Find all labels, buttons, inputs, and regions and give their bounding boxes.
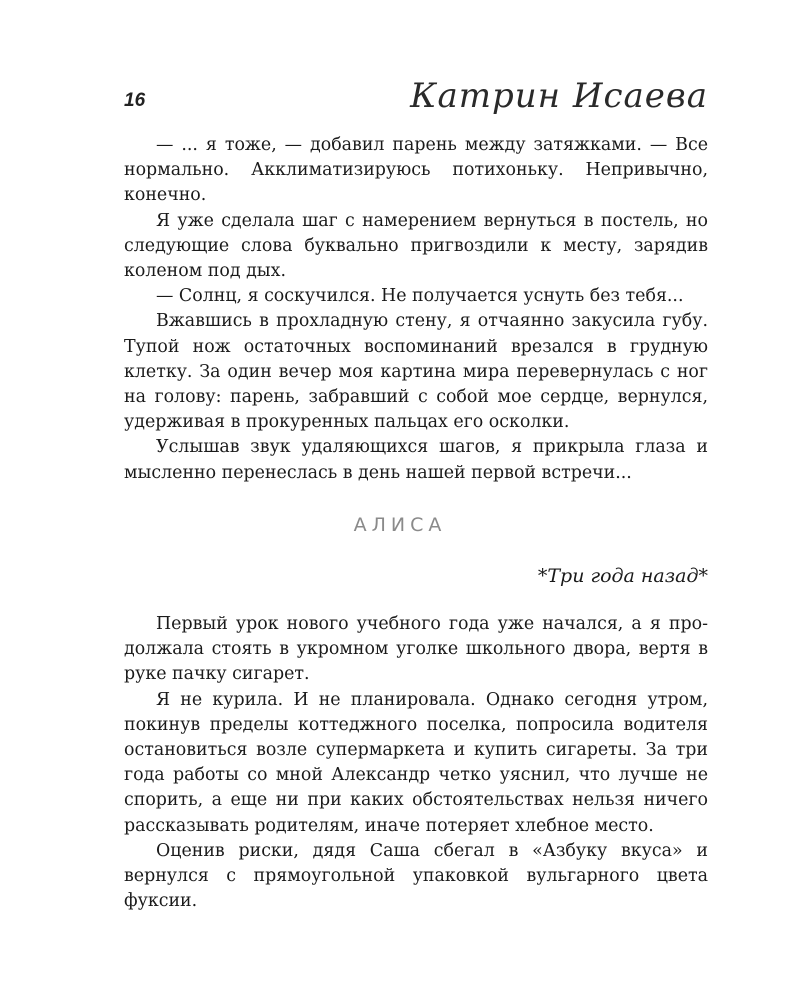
paragraph: Услышав звук удаляющихся шагов, я прикрыла глаза и мысленно перенеслась в день нашей первой встречи...: [124, 437, 708, 483]
chapter-heading: АЛИСА: [353, 514, 447, 536]
paragraph: Я уже сделала шаг с намерением вернуться в постель, но следующие слова буквально пригвоздили к месту, зарядив коленом под дых.: [124, 210, 708, 282]
text-block-before-chapter: [124, 133, 708, 486]
page-number: 16: [124, 90, 146, 111]
paragraph: Вжавшись в прохладную стену, я отчаянно закусила губу. Тупой нож остаточных воспоминаний врезался в грудную клетку. За один вечер моя картина мира перевернулась с ног на голову: парень, забравший с собой мое сердце, вернулся, удерживая в прокуренных пальцах его осколки.: [124, 311, 708, 433]
paragraph: Оценив риски, дядя Саша сбегал в «Азбуку вкуса» и вернулся с прямоугольной упаковкой вульгарного цвета фуксии.: [124, 840, 708, 912]
paragraph: — ... я тоже, — добавил парень между затяжками. — Все нормально. Акклиматизируюсь потихоньку. Непривычно, конечно.: [124, 135, 708, 206]
paragraph: Я не курила. И не планировала. Однако сегодня утром, покинув пределы коттеджного поселка, попросила водителя остановиться возле супермаркета и купить сигареты. За три года работы со мной Александр четко уяснил, что лучше не спорить, а еще ни при каких обстоятельствах нельзя ничего рассказывать родителям, иначе потеряет хлебное место.: [124, 689, 708, 836]
text-block-chapter: [124, 612, 708, 914]
paragraph: — Солнц, я соскучился. Не получается уснуть без тебя...: [156, 286, 684, 307]
chapter-epigraph: *Три года назад*: [537, 565, 708, 587]
paragraph: Первый урок нового учебного года уже начался, а я продолжала стоять в укромном уголке школьного двора, вертя в руке пачку сигарет.: [124, 614, 708, 685]
running-head-author: Катрин Исаева: [410, 76, 708, 116]
